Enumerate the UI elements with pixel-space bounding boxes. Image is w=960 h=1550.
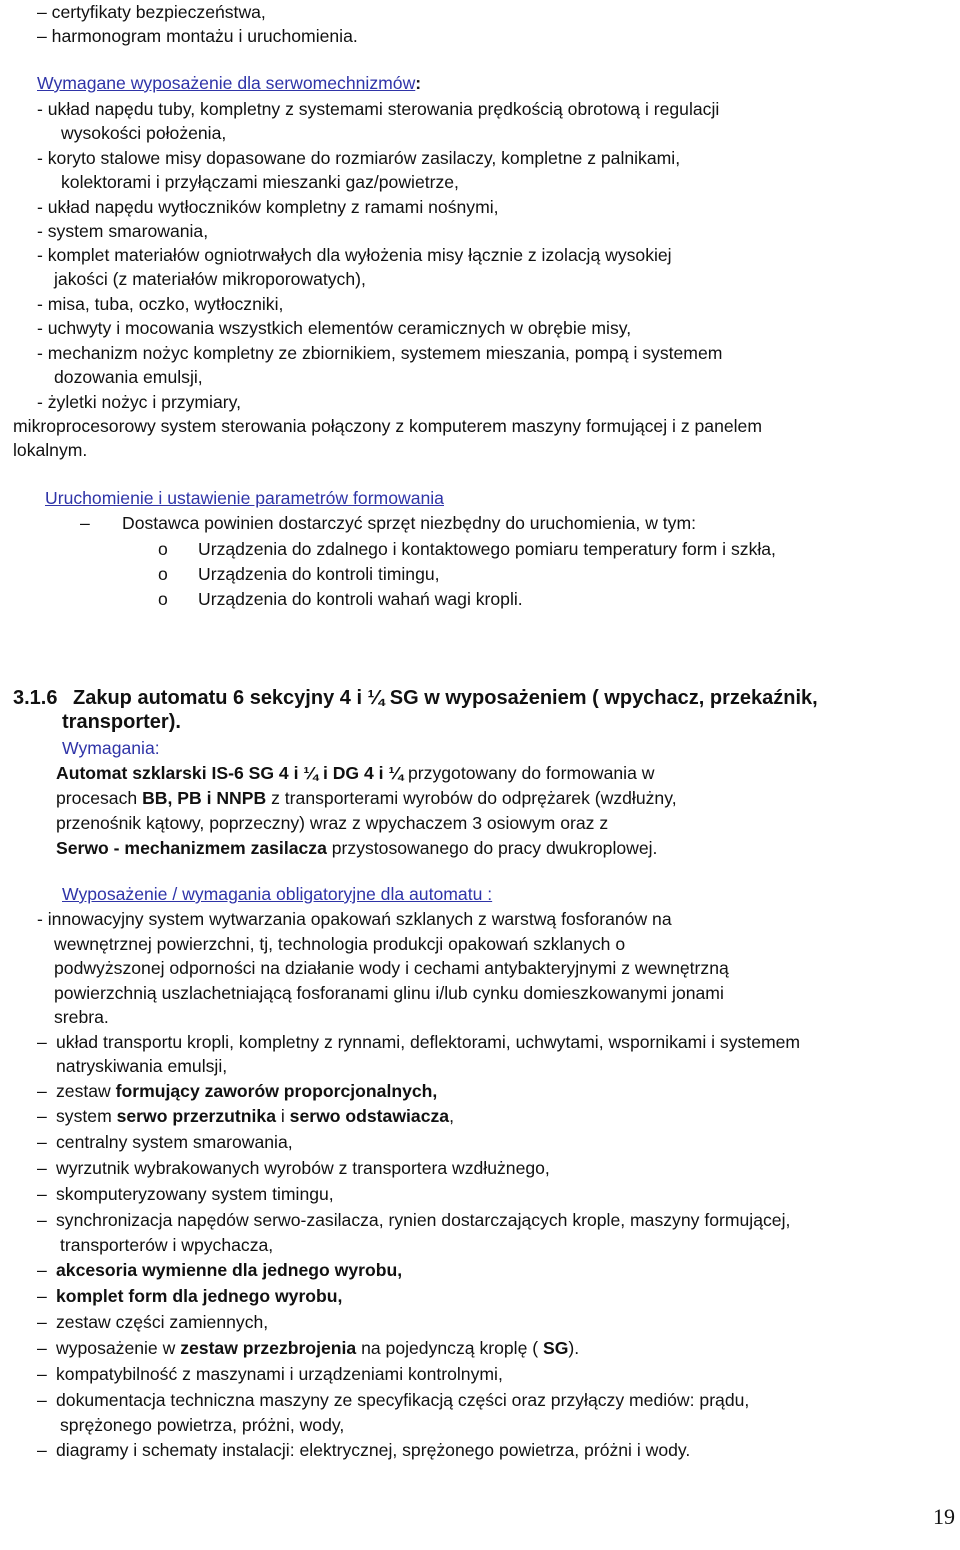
bullet-icon: o bbox=[158, 589, 168, 609]
list-item: diagramy i schematy instalacji: elektrycznej, sprężonego powietrza, próżni i wody. bbox=[56, 1440, 691, 1460]
paragraph: lokalnym. bbox=[13, 440, 88, 460]
list-item: kompatybilność z maszynami i urządzeniami kontrolnymi, bbox=[56, 1364, 503, 1384]
paragraph-line: Serwo - mechanizmem zasilacza przystosowanego do pracy dwukroplowej. bbox=[56, 838, 658, 858]
list-item: - uchwyty i mocowania wszystkich elementów ceramicznych w obrębie misy, bbox=[37, 318, 632, 338]
bullet-icon: o bbox=[158, 564, 168, 584]
dash-icon: – bbox=[37, 1286, 47, 1306]
dash-icon: – bbox=[80, 513, 90, 533]
list-item-cont: dozowania emulsji, bbox=[54, 367, 203, 387]
section-heading-serwo bbox=[37, 72, 421, 94]
list-item: skomputeryzowany system timingu, bbox=[56, 1184, 334, 1204]
list-item: - misa, tuba, oczko, wytłoczniki, bbox=[37, 294, 284, 314]
list-item-cont: wysokości położenia, bbox=[61, 123, 227, 143]
paragraph-line: procesach BB, PB i NNPB z transporterami wyrobów do odprężarek (wzdłużny, bbox=[56, 788, 677, 808]
section-title-uruchomienie: Uruchomienie i ustawienie parametrów formowania bbox=[45, 488, 444, 508]
list-item: zestaw części zamiennych, bbox=[56, 1312, 269, 1332]
list-item: – harmonogram montażu i uruchomienia. bbox=[37, 26, 358, 46]
dash-icon: – bbox=[37, 1032, 47, 1052]
section-number: 3.1.6 bbox=[13, 687, 58, 709]
list-item: – certyfikaty bezpieczeństwa, bbox=[37, 2, 266, 22]
dash-icon: – bbox=[37, 1184, 47, 1204]
section-heading: Zakup automatu 6 sekcyjny 4 i ¼ SG w wyposażeniem ( wpychacz, przekaźnik, bbox=[73, 687, 818, 709]
list-item: zestaw formujący zaworów proporcjonalnych, bbox=[56, 1081, 438, 1101]
list-item: wyrzutnik wybrakowanych wyrobów z transportera wzdłużnego, bbox=[56, 1158, 550, 1178]
list-item: - układ napędu tuby, kompletny z systemami sterowania prędkością obrotową i regulacji bbox=[37, 99, 720, 119]
dash-icon: – bbox=[37, 1081, 47, 1101]
list-item-cont: podwyższonej odporności na działanie wody i cechami antybakteryjnymi z wewnętrzną bbox=[54, 958, 729, 978]
list-item: - innowacyjny system wytwarzania opakowań szklanych z warstwą fosforanów na bbox=[37, 909, 672, 929]
intro-text: Dostawca powinien dostarczyć sprzęt niezbędny do uruchomienia, w tym: bbox=[122, 513, 697, 533]
list-item: dokumentacja techniczna maszyny ze specyfikacją części oraz przyłączy mediów: prądu, bbox=[56, 1390, 750, 1410]
list-item: - komplet materiałów ogniotrwałych dla wyłożenia misy łącznie z izolacją wysokiej bbox=[37, 245, 672, 265]
dash-icon: – bbox=[37, 1260, 47, 1280]
list-item-cont: jakości (z materiałów mikroporowatych), bbox=[54, 269, 366, 289]
dash-icon: – bbox=[37, 1312, 47, 1332]
list-item: akcesoria wymienne dla jednego wyrobu, bbox=[56, 1260, 403, 1280]
dash-icon: – bbox=[37, 1158, 47, 1178]
page-number: 19 bbox=[933, 1504, 955, 1529]
list-item: - mechanizm nożyc kompletny ze zbiornikiem, systemem mieszania, pompą i systemem bbox=[37, 343, 723, 363]
list-item: synchronizacja napędów serwo-zasilacza, rynien dostarczających krople, maszyny formującej, bbox=[56, 1210, 791, 1230]
list-item-cont: wewnętrznej powierzchni, tj, technologia produkcji opakowań szklanych o bbox=[54, 934, 626, 954]
list-item: system serwo przerzutnika i serwo odstawiacza, bbox=[56, 1106, 454, 1126]
requirements-label: Wymagania: bbox=[62, 738, 160, 758]
paragraph-line: przenośnik kątowy, poprzeczny) wraz z wpychaczem 3 osiowym oraz z bbox=[56, 813, 609, 833]
list-item: Urządzenia do zdalnego i kontaktowego pomiaru temperatury form i szkła, bbox=[198, 539, 776, 559]
dash-icon: – bbox=[37, 1210, 47, 1230]
list-item: Urządzenia do kontroli wahań wagi kropli. bbox=[198, 589, 523, 609]
list-item: Urządzenia do kontroli timingu, bbox=[198, 564, 440, 584]
list-item-cont: transporterów i wpychacza, bbox=[60, 1235, 274, 1255]
dash-icon: – bbox=[37, 1390, 47, 1410]
list-item-cont: natryskiwania emulsji, bbox=[56, 1056, 228, 1076]
list-item-cont: sprężonego powietrza, próżni, wody, bbox=[60, 1415, 345, 1435]
list-item: układ transportu kropli, kompletny z rynnami, deflektorami, uchwytami, wspornikami i systemem bbox=[56, 1032, 801, 1052]
dash-icon: – bbox=[37, 1440, 47, 1460]
list-item: wyposażenie w zestaw przezbrojenia na pojedynczą kroplę ( SG). bbox=[56, 1338, 580, 1358]
list-item: komplet form dla jednego wyrobu, bbox=[56, 1286, 343, 1306]
section-title: Wymagane wyposażenie dla serwomechnizmów bbox=[37, 73, 416, 93]
paragraph: mikroprocesorowy system sterowania połączony z komputerem maszyny formującej i z panelem bbox=[13, 416, 762, 436]
paragraph-line: Automat szklarski IS-6 SG 4 i ¼ i DG 4 i ¼ przygotowany do formowania w bbox=[56, 763, 655, 783]
list-item: - koryto stalowe misy dopasowane do rozmiarów zasilaczy, kompletne z palnikami, bbox=[37, 148, 681, 168]
list-item: centralny system smarowania, bbox=[56, 1132, 293, 1152]
bullet-icon: o bbox=[158, 539, 168, 559]
dash-icon: – bbox=[37, 1364, 47, 1384]
list-item: - żyletki nożyc i przymiary, bbox=[37, 392, 241, 412]
dash-icon: – bbox=[37, 1132, 47, 1152]
section-heading-cont: transporter). bbox=[62, 711, 181, 733]
title-colon: : bbox=[415, 73, 422, 93]
section-title-wyposazenie: Wyposażenie / wymagania obligatoryjne dla automatu : bbox=[62, 884, 493, 904]
dash-icon: – bbox=[37, 1106, 47, 1126]
list-item: - układ napędu wytłoczników kompletny z ramami nośnymi, bbox=[37, 197, 499, 217]
list-item: - system smarowania, bbox=[37, 221, 209, 241]
list-item-cont: srebra. bbox=[54, 1007, 109, 1027]
list-item-cont: powierzchnią uszlachetniającą fosforanami glinu i/lub cynku domieszkowanymi jonami bbox=[54, 983, 724, 1003]
dash-icon: – bbox=[37, 1338, 47, 1358]
list-item-cont: kolektorami i przyłączami mieszanki gaz/powietrze, bbox=[61, 172, 459, 192]
